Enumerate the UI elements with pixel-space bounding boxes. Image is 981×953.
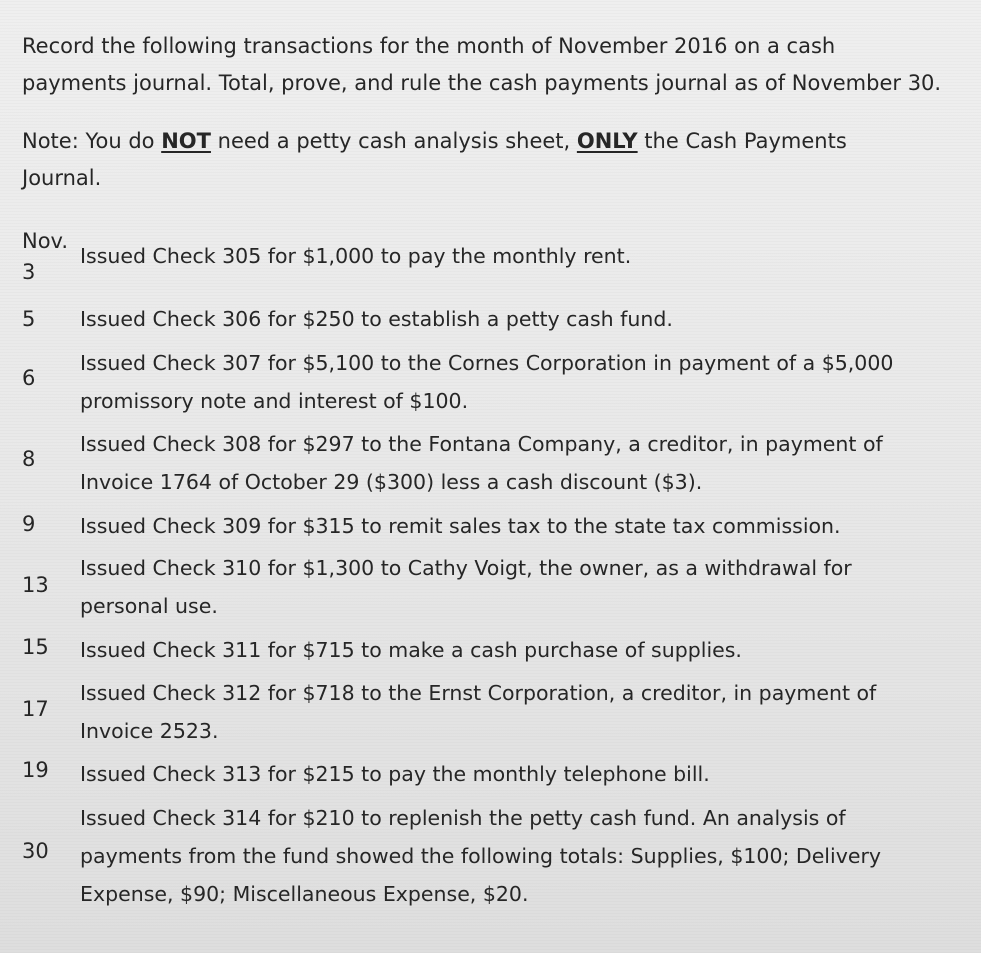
transaction-line: Issued Check 308 for $297 to the Fontana Company, a creditor, in payment of xyxy=(80,432,883,456)
note-middle: need a petty cash analysis sheet, xyxy=(210,129,577,153)
transaction-description xyxy=(80,674,960,750)
note-line-2: Journal. xyxy=(22,166,102,190)
transaction-line: Issued Check 307 for $5,100 to the Cornes Corporation in payment of a $5,000 xyxy=(80,351,894,375)
transaction-day: 17 xyxy=(22,697,49,721)
transaction-line: Issued Check 312 for $718 to the Ernst Corporation, a creditor, in payment of xyxy=(80,681,877,705)
instructions-line-1: Record the following transactions for the month of November 2016 on a cash xyxy=(22,34,836,58)
transaction-description xyxy=(80,344,960,420)
note xyxy=(22,123,942,197)
transaction-description xyxy=(80,507,960,545)
transaction-description xyxy=(80,755,960,793)
transaction-description xyxy=(80,300,960,338)
transaction-line: Invoice 2523. xyxy=(80,719,219,743)
transaction-line: promissory note and interest of $100. xyxy=(80,389,469,413)
transaction-line: Issued Check 311 for $715 to make a cash purchase of supplies. xyxy=(80,638,742,662)
transaction-description xyxy=(80,549,960,625)
transaction-description xyxy=(80,631,960,669)
transaction-line: payments from the fund showed the following totals: Supplies, $100; Delivery xyxy=(80,844,882,868)
instructions xyxy=(22,28,972,102)
transaction-line: Expense, $90; Miscellaneous Expense, $20. xyxy=(80,882,529,906)
transaction-day: 19 xyxy=(22,758,49,782)
transaction-line: Issued Check 310 for $1,300 to Cathy Voigt, the owner, as a withdrawal for xyxy=(80,556,852,580)
note-only-emphasis: ONLY xyxy=(576,129,638,153)
transaction-day: 8 xyxy=(22,447,36,471)
transaction-line: Issued Check 313 for $215 to pay the monthly telephone bill. xyxy=(80,762,710,786)
transaction-description xyxy=(80,237,960,275)
transaction-day: 5 xyxy=(22,307,36,331)
transaction-line: Issued Check 305 for $1,000 to pay the monthly rent. xyxy=(80,244,632,268)
note-not-emphasis: NOT xyxy=(161,129,211,153)
transaction-day: 15 xyxy=(22,635,49,659)
transaction-day: 30 xyxy=(22,839,49,863)
note-prefix: Note: You do xyxy=(22,129,162,153)
transaction-day: 6 xyxy=(22,366,36,390)
transaction-line: Issued Check 306 for $250 to establish a petty cash fund. xyxy=(80,307,673,331)
note-suffix: the Cash Payments xyxy=(637,129,847,153)
transaction-line: personal use. xyxy=(80,594,218,618)
transaction-day: 9 xyxy=(22,512,36,536)
month-label: Nov. xyxy=(22,229,69,253)
transaction-line: Issued Check 314 for $210 to replenish the petty cash fund. An analysis of xyxy=(80,806,846,830)
transaction-day: 3 xyxy=(22,260,36,284)
transaction-line: Invoice 1764 of October 29 ($300) less a cash discount ($3). xyxy=(80,470,703,494)
instructions-line-2: payments journal. Total, prove, and rule the cash payments journal as of November 30. xyxy=(22,71,942,95)
transaction-line: Issued Check 309 for $315 to remit sales tax to the state tax commission. xyxy=(80,514,841,538)
transaction-day: 13 xyxy=(22,573,49,597)
transaction-description xyxy=(80,425,960,501)
transaction-description xyxy=(80,799,960,913)
